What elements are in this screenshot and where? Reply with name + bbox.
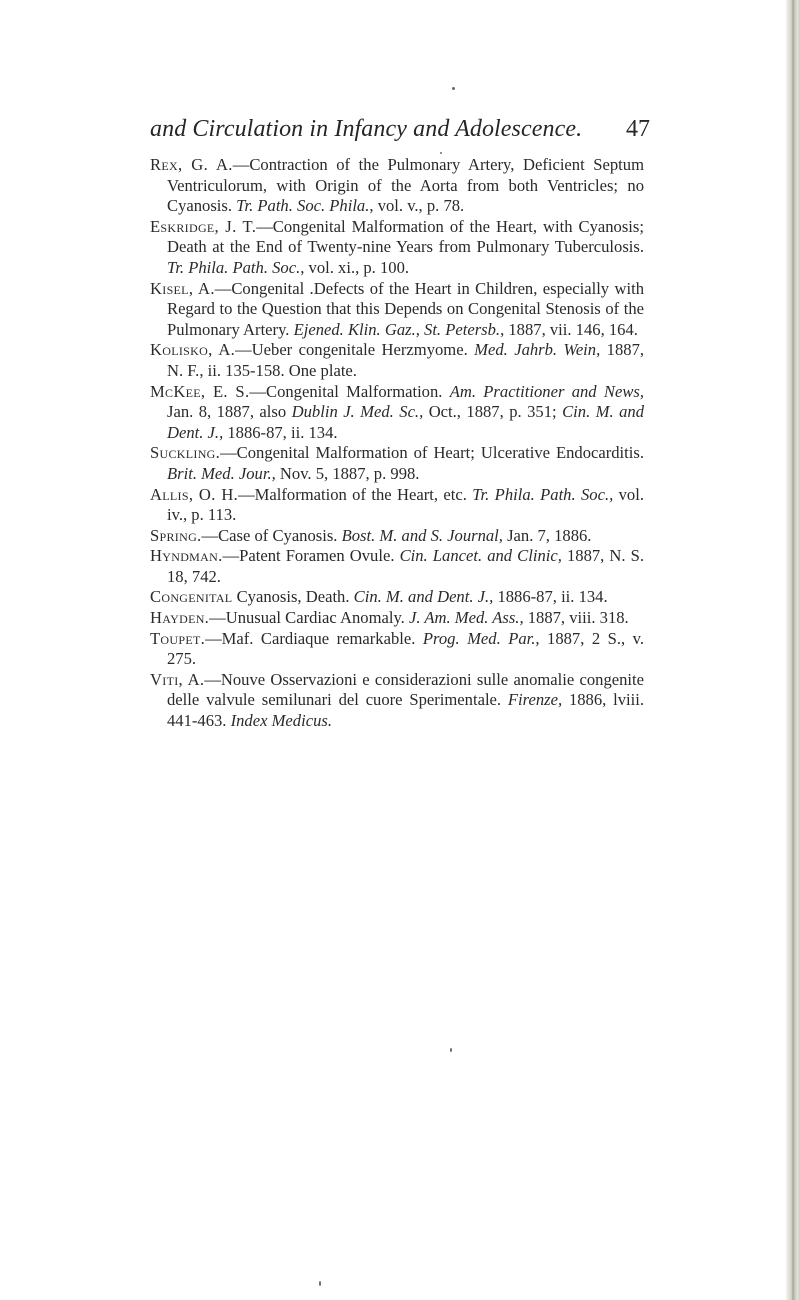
bibliography-entry-congenital bbox=[150, 587, 644, 608]
entry-citation: Nov. 5, 1887, p. 998. bbox=[275, 463, 420, 483]
entry-title: —Unusual Cardiac Anomaly. bbox=[209, 608, 409, 628]
page-edge-shadow bbox=[786, 0, 800, 1300]
bibliography-entry-viti bbox=[150, 670, 644, 732]
bibliography-entry-kolisko bbox=[150, 340, 644, 381]
entry-journal: Prog. Med. Par., bbox=[422, 628, 540, 648]
entry-journal: Am. Practitioner and News, bbox=[449, 381, 645, 401]
entry-citation: , 1887, vii. 146, 164. bbox=[500, 319, 638, 339]
entry-title: —Nouve Osservazioni e considerazioni sulle anomalie congenite delle valvule semilunari del cuore Sperimentale. bbox=[167, 669, 645, 710]
entry-citation: 1887, 2 S., v. 275. bbox=[167, 628, 645, 669]
entry-title: —Patent Foramen Ovule. bbox=[222, 546, 400, 566]
entry-journal: J. Am. Med. Ass., bbox=[408, 608, 524, 628]
bibliography-entry-mckee bbox=[150, 382, 644, 444]
entry-author: Rex, G. A. bbox=[150, 155, 233, 174]
entry-journal: Med. Jahrb. Wein, bbox=[474, 340, 601, 360]
entry-title: —Congenital Malformation of the Heart, with Cyanosis; Death at the End of Twenty-nine Years from Pulmonary Tuberculosis. bbox=[167, 216, 644, 257]
bibliography-entry-toupet bbox=[150, 629, 644, 670]
entry-author: Congenital bbox=[150, 587, 233, 607]
print-speck bbox=[452, 87, 455, 90]
entry-citation: 1886-87, ii. 134. bbox=[493, 587, 608, 607]
print-speck bbox=[440, 152, 442, 154]
entry-author: McKee, E. S. bbox=[150, 381, 250, 401]
entry-citation: 1886, lviii. 441-463. bbox=[167, 690, 644, 731]
entry-title: —Congenital Malformation. bbox=[249, 381, 450, 401]
entry-journal: Brit. Med. Jour., bbox=[167, 463, 276, 483]
entry-title: —Case of Cyanosis. bbox=[201, 525, 342, 545]
entry-title: —Congenital .Defects of the Heart in Children, especially with Regard to the Question that this Depends on Congenital Stenosis of the Pulmonary Artery. bbox=[167, 278, 644, 339]
bibliography-entry-allis bbox=[150, 485, 644, 526]
entry-journal: Tr. Phila. Path. Soc., bbox=[472, 484, 614, 504]
entry-journal: Cin. M. and Dent. J., bbox=[353, 587, 494, 607]
entry-journal: Tr. Phila. Path. Soc. bbox=[167, 257, 301, 277]
bibliography-list bbox=[150, 155, 644, 732]
entry-citation: 1887, viii. 318. bbox=[523, 608, 629, 628]
entry-title: —Ueber congenitale Herzmyome. bbox=[235, 340, 475, 360]
entry-journal: Ejened. Klin. Gaz., St. Petersb. bbox=[293, 319, 501, 339]
print-speck bbox=[450, 1048, 452, 1052]
entry-author: Viti, A. bbox=[150, 669, 205, 689]
bibliography-entry-suckling bbox=[150, 443, 644, 484]
bibliography-entry-kisel bbox=[150, 279, 644, 341]
entry-journal: Bost. M. and S. Journal, bbox=[341, 525, 503, 545]
bibliography-entry-spring bbox=[150, 526, 644, 547]
bibliography-entry-hayden bbox=[150, 608, 644, 629]
entry-title: —Maf. Cardiaque remarkable. bbox=[205, 628, 423, 648]
entry-author: Kisel, A. bbox=[150, 278, 215, 298]
bibliography-entry-hyndman bbox=[150, 546, 644, 587]
bibliography-entry-rex bbox=[150, 155, 644, 217]
entry-journal-second: Index Medicus. bbox=[230, 711, 332, 731]
entry-citation: Jan. 8, 1887, also bbox=[167, 402, 292, 422]
entry-journal: Cin. Lancet. and Clinic, bbox=[399, 546, 562, 566]
entry-author: Spring. bbox=[150, 525, 202, 545]
entry-journal: Tr. Path. Soc. Phila. bbox=[236, 196, 370, 216]
running-head bbox=[150, 116, 650, 146]
entry-citation-third: 1886-87, ii. 134. bbox=[223, 422, 338, 442]
entry-title: —Congenital Malformation of Heart; Ulcerative Endocarditis. bbox=[220, 443, 644, 463]
entry-citation: 1887, N. F., ii. 135-158. One plate. bbox=[167, 340, 645, 380]
entry-citation: Jan. 7, 1886. bbox=[502, 525, 592, 545]
entry-title: Cyanosis, Death. bbox=[232, 587, 354, 607]
page-number: 47 bbox=[626, 116, 650, 142]
entry-citation: 1887, N. S. 18, 742. bbox=[167, 546, 645, 586]
entry-author: Kolisko, A. bbox=[150, 340, 236, 360]
entry-author: Hyndman. bbox=[150, 546, 223, 566]
entry-citation: vol. iv., p. 113. bbox=[167, 484, 644, 525]
entry-journal: Firenze, bbox=[507, 690, 563, 710]
entry-author: Eskridge, J. T. bbox=[150, 216, 257, 236]
entry-author: Suckling. bbox=[150, 443, 221, 463]
entry-title: —Malformation of the Heart, etc. bbox=[238, 484, 473, 504]
entry-author: Hayden. bbox=[150, 608, 210, 628]
running-title: and Circulation in Infancy and Adolescence. bbox=[150, 116, 583, 142]
print-speck bbox=[319, 1281, 321, 1286]
entry-author: Toupet. bbox=[150, 628, 206, 648]
entry-journal-second: Dublin J. Med. Sc., bbox=[291, 402, 424, 422]
bibliography-entry-eskridge bbox=[150, 217, 644, 279]
entry-citation-second: Oct., 1887, p. 351; bbox=[423, 402, 563, 422]
entry-title: —Contraction of the Pulmonary Artery, Deficient Septum Ventriculorum, with Origin of the Aorta from both Ventricles; no Cyanosis. bbox=[167, 155, 644, 216]
entry-citation: , vol. xi., p. 100. bbox=[300, 257, 410, 277]
entry-citation: , vol. v., p. 78. bbox=[369, 196, 465, 216]
entry-journal-third: Cin. M. and Dent. J., bbox=[167, 402, 645, 442]
entry-author: Allis, O. H. bbox=[150, 484, 239, 504]
